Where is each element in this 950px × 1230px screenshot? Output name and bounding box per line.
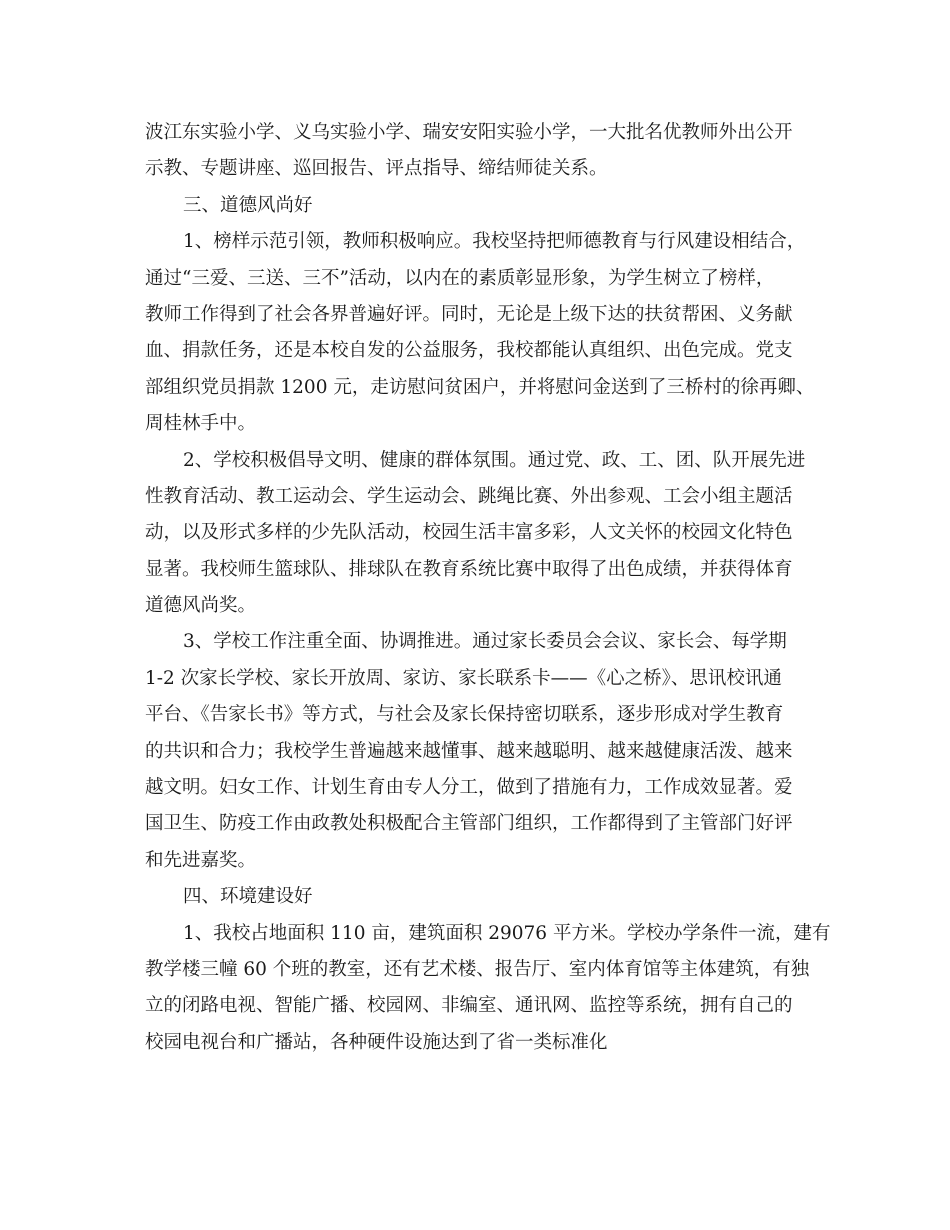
text-line: 周桂林手中。 bbox=[145, 413, 257, 435]
text-line: 波江东实验小学、义乌实验小学、瑞安安阳实验小学，一大批名优教师外出公开 bbox=[145, 122, 793, 143]
text-line: 校园电视台和广播站，各种硬件设施达到了省一类标准化 bbox=[145, 1031, 608, 1053]
text-line: 血、捐款任务，还是本校自发的公益服务，我校都能认真组织、出色完成。党支 bbox=[145, 340, 793, 362]
text-line: 动，以及形式多样的少先队活动，校园生活丰富多彩，人文关怀的校园文化特色 bbox=[145, 522, 793, 544]
document-body bbox=[145, 115, 831, 1061]
text-line: 1-2 次家长学校、家长开放周、家访、家长联系卡——《心之桥》、思讯校讯通 bbox=[145, 667, 782, 689]
paragraph-start: 3、学校工作注重全面、协调推进。通过家长委员会会议、家长会、每学期 bbox=[183, 631, 787, 653]
text-line: 立的闭路电视、智能广播、校园网、非编室、通讯网、监控等系统，拥有自己的 bbox=[145, 995, 793, 1017]
text-line: 显著。我校师生篮球队、排球队在教育系统比赛中取得了出色成绩，并获得体育 bbox=[145, 558, 793, 580]
text-line: 的共识和合力；我校学生普遍越来越懂事、越来越聪明、越来越健康活泼、越来 bbox=[145, 740, 793, 762]
section-heading: 四、环境建设好 bbox=[183, 886, 313, 908]
section-heading: 三、道德风尚好 bbox=[183, 194, 313, 216]
text-line: 通过“三爱、三送、三不”活动，以内在的素质彰显形象，为学生树立了榜样， bbox=[145, 267, 775, 289]
text-line: 越文明。妇女工作、计划生育由专人分工，做到了措施有力，工作成效显著。爱 bbox=[145, 777, 793, 799]
text-line: 平台、《告家长书》等方式，与社会及家长保持密切联系，逐步形成对学生教育 bbox=[145, 704, 784, 726]
text-line: 教学楼三幢 60 个班的教室，还有艺术楼、报告厅、室内体育馆等主体建筑，有独 bbox=[145, 958, 810, 980]
paragraph-start: 2、学校积极倡导文明、健康的群体氛围。通过党、政、工、团、队开展先进 bbox=[183, 449, 806, 471]
text-line: 和先进嘉奖。 bbox=[145, 849, 257, 871]
text-line: 国卫生、防疫工作由政教处积极配合主管部门组织，工作都得到了主管部门好评 bbox=[145, 813, 793, 835]
text-line: 性教育活动、教工运动会、学生运动会、跳绳比赛、外出参观、工会小组主题活 bbox=[145, 485, 793, 507]
text-line: 示教、专题讲座、巡回报告、评点指导、缔结师徒关系。 bbox=[145, 158, 608, 180]
text-line: 部组织党员捐款 1200 元，走访慰问贫困户，并将慰问金送到了三桥村的徐再卿、 bbox=[145, 376, 815, 398]
paragraph-start: 1、我校占地面积 110 亩，建筑面积 29076 平方米。学校办学条件一流，建有 bbox=[183, 922, 831, 944]
text-line: 道德风尚奖。 bbox=[145, 595, 257, 617]
text-line: 教师工作得到了社会各界普遍好评。同时，无论是上级下达的扶贫帮困、义务献 bbox=[145, 303, 793, 325]
paragraph-start: 1、榜样示范引领，教师积极响应。我校坚持把师德教育与行风建设相结合， bbox=[183, 231, 806, 253]
